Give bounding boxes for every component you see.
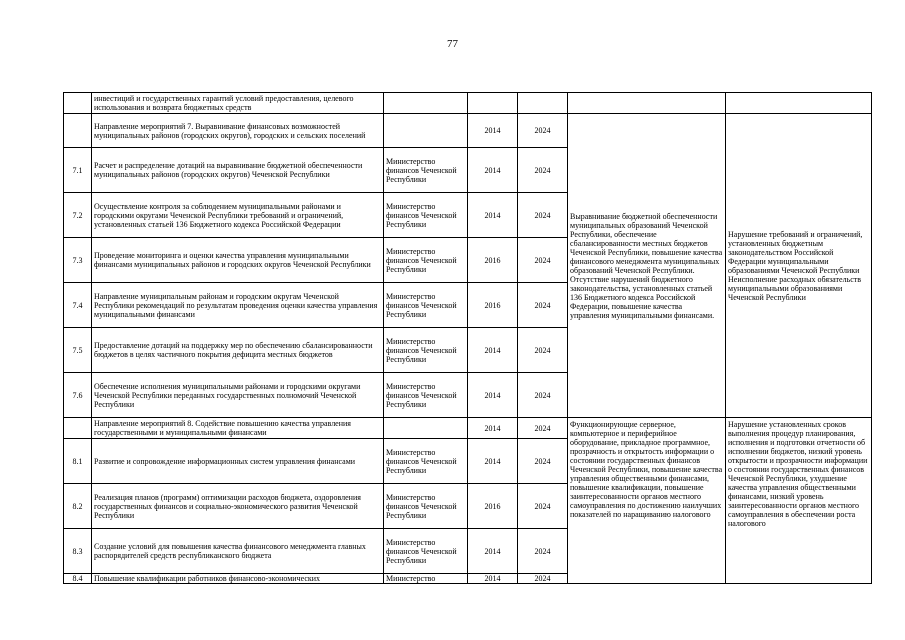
measure-name: Реализация планов (программ) оптимизации расходов бюджета, оздоровления государственных финансов и социально-экономического развития Чеченской Республики	[92, 484, 384, 529]
start-year: 2014	[468, 148, 518, 193]
measure-name: Осуществление контроля за соблюдением муниципальными районами и городскими округами Чеченской Республики требований и ограничений, установленных статьей 136 Бюджетного кодекса Российской Федерации	[92, 193, 384, 238]
measure-name: Развитие и сопровождение информационных систем управления финансами	[92, 439, 384, 484]
end-year: 2024	[518, 529, 568, 574]
row-number: 7.6	[64, 373, 92, 418]
row-number	[64, 418, 92, 439]
end-year: 2024	[518, 439, 568, 484]
page-number: 77	[447, 38, 458, 50]
measure-name: Повышение квалификации работников финансово-экономических	[92, 574, 384, 584]
start-year: 2014	[468, 418, 518, 439]
end-year: 2024	[518, 418, 568, 439]
risk-description	[726, 93, 872, 114]
end-year: 2024	[518, 114, 568, 148]
executor: Министерство финансов Чеченской Республики	[384, 148, 468, 193]
executor: Министерство финансов Чеченской Республики	[384, 193, 468, 238]
executor: Министерство финансов Чеченской Республики	[384, 439, 468, 484]
expected-result	[568, 93, 726, 114]
end-year: 2024	[518, 373, 568, 418]
executor: Министерство финансов Чеченской Республики	[384, 238, 468, 283]
executor	[384, 418, 468, 439]
table-row	[64, 114, 872, 148]
end-year: 2024	[518, 193, 568, 238]
executor	[384, 93, 468, 114]
measure-name: Направление муниципальным районам и городским округам Чеченской Республики рекомендаций по результатам проведения оценки качества управления муниципальными финансами	[92, 283, 384, 328]
executor: Министерство финансов Чеченской Республики	[384, 484, 468, 529]
risk-block-7: Нарушение требований и ограничений, установленных бюджетным законодательством Российской Федерации муниципальными образованиями Чеченской Республики Неисполнение расходных обязательств муниципальными образованиями Чеченской Республики	[726, 114, 872, 418]
measure-name: Расчет и распределение дотаций на выравнивание бюджетной обеспеченности муниципальных районов (городских округов) Чеченской Республики	[92, 148, 384, 193]
executor: Министерство финансов Чеченской Республики	[384, 373, 468, 418]
end-year: 2024	[518, 484, 568, 529]
risk-block-8	[726, 418, 872, 584]
expected-result-block-7: Выравнивание бюджетной обеспеченности муниципальных образований Чеченской Республики, обеспечение сбалансированности местных бюджетов Чеченской Республики, повышение качества финансового менеджмента муниципальных образований Чеченской Республики. Отсутствие нарушений бюджетного законодательства, установленных статьей 136 Бюджетного кодекса Российской Федерации, повышение качества управления муниципальными финансами.	[568, 114, 726, 418]
row-number	[64, 93, 92, 114]
table-row	[64, 418, 872, 439]
row-number: 8.1	[64, 439, 92, 484]
start-year: 2014	[468, 529, 518, 574]
start-year: 2014	[468, 114, 518, 148]
start-year: 2016	[468, 283, 518, 328]
start-year: 2014	[468, 439, 518, 484]
end-year: 2024	[518, 574, 568, 584]
row-number: 8.3	[64, 529, 92, 574]
start-year	[468, 93, 518, 114]
measure-name: Проведение мониторинга и оценки качества управления муниципальными финансами муниципальных районов и городских округов Чеченской Республики	[92, 238, 384, 283]
executor: Министерство финансов Чеченской Республики	[384, 529, 468, 574]
start-year: 2014	[468, 328, 518, 373]
table-row	[64, 93, 872, 114]
risk-text: Нарушение установленных сроков выполнения процедур планирования, исполнения и подготовки отчетности об исполнении бюджетов, низкий уровень открытости и прозрачности информации о состоянии государственных финансов Чеченской Республики, ухудшение качества управления общественными финансами, низкий уровень заинтересованности органов местного самоуправления в обеспечении роста налогового	[728, 419, 868, 528]
measure-name: Направление мероприятий 7. Выравнивание финансовых возможностей муниципальных районов (городских округов), городских и сельских поселений	[92, 114, 384, 148]
measure-name: Обеспечение исполнения муниципальными районами и городскими округами Чеченской Республики переданных государственных полномочий Чеченской Республики	[92, 373, 384, 418]
row-number	[64, 114, 92, 148]
end-year	[518, 93, 568, 114]
row-number: 7.5	[64, 328, 92, 373]
end-year: 2024	[518, 148, 568, 193]
start-year: 2016	[468, 484, 518, 529]
row-number: 8.2	[64, 484, 92, 529]
row-number: 7.4	[64, 283, 92, 328]
end-year: 2024	[518, 328, 568, 373]
expected-result-block-8	[568, 418, 726, 584]
end-year: 2024	[518, 238, 568, 283]
row-number: 7.2	[64, 193, 92, 238]
row-number: 7.3	[64, 238, 92, 283]
start-year: 2014	[468, 574, 518, 584]
measure-name: Создание условий для повышения качества финансового менеджмента главных распорядителей средств республиканского бюджета	[92, 529, 384, 574]
expected-result-text: Функционирующие серверное, компьютерное и периферийное оборудование, прикладное программное, прозрачность и открытость информации о состоянии государственных финансов Чеченской Республики, повышение качества управления общественными финансами, повышение квалификации, повышение заинтересованности органов местного самоуправления по достижению наилучших показателей по наращиванию налогового	[570, 419, 723, 519]
start-year: 2014	[468, 373, 518, 418]
executor: Министерство финансов Чеченской Республики	[384, 328, 468, 373]
executor	[384, 114, 468, 148]
measure-name: инвестиций и государственных гарантий условий предоставления, целевого использования и возврата бюджетных средств	[92, 93, 384, 114]
measures-table	[63, 92, 872, 584]
executor: Министерство	[384, 574, 468, 584]
row-number: 7.1	[64, 148, 92, 193]
start-year: 2014	[468, 193, 518, 238]
executor: Министерство финансов Чеченской Республики	[384, 283, 468, 328]
start-year: 2016	[468, 238, 518, 283]
end-year: 2024	[518, 283, 568, 328]
measure-name: Предоставление дотаций на поддержку мер по обеспечению сбалансированности бюджетов в целях частичного покрытия дефицита местных бюджетов	[92, 328, 384, 373]
row-number: 8.4	[64, 574, 92, 584]
measure-name: Направление мероприятий 8. Содействие повышению качества управления государственными и муниципальными финансами	[92, 418, 384, 439]
